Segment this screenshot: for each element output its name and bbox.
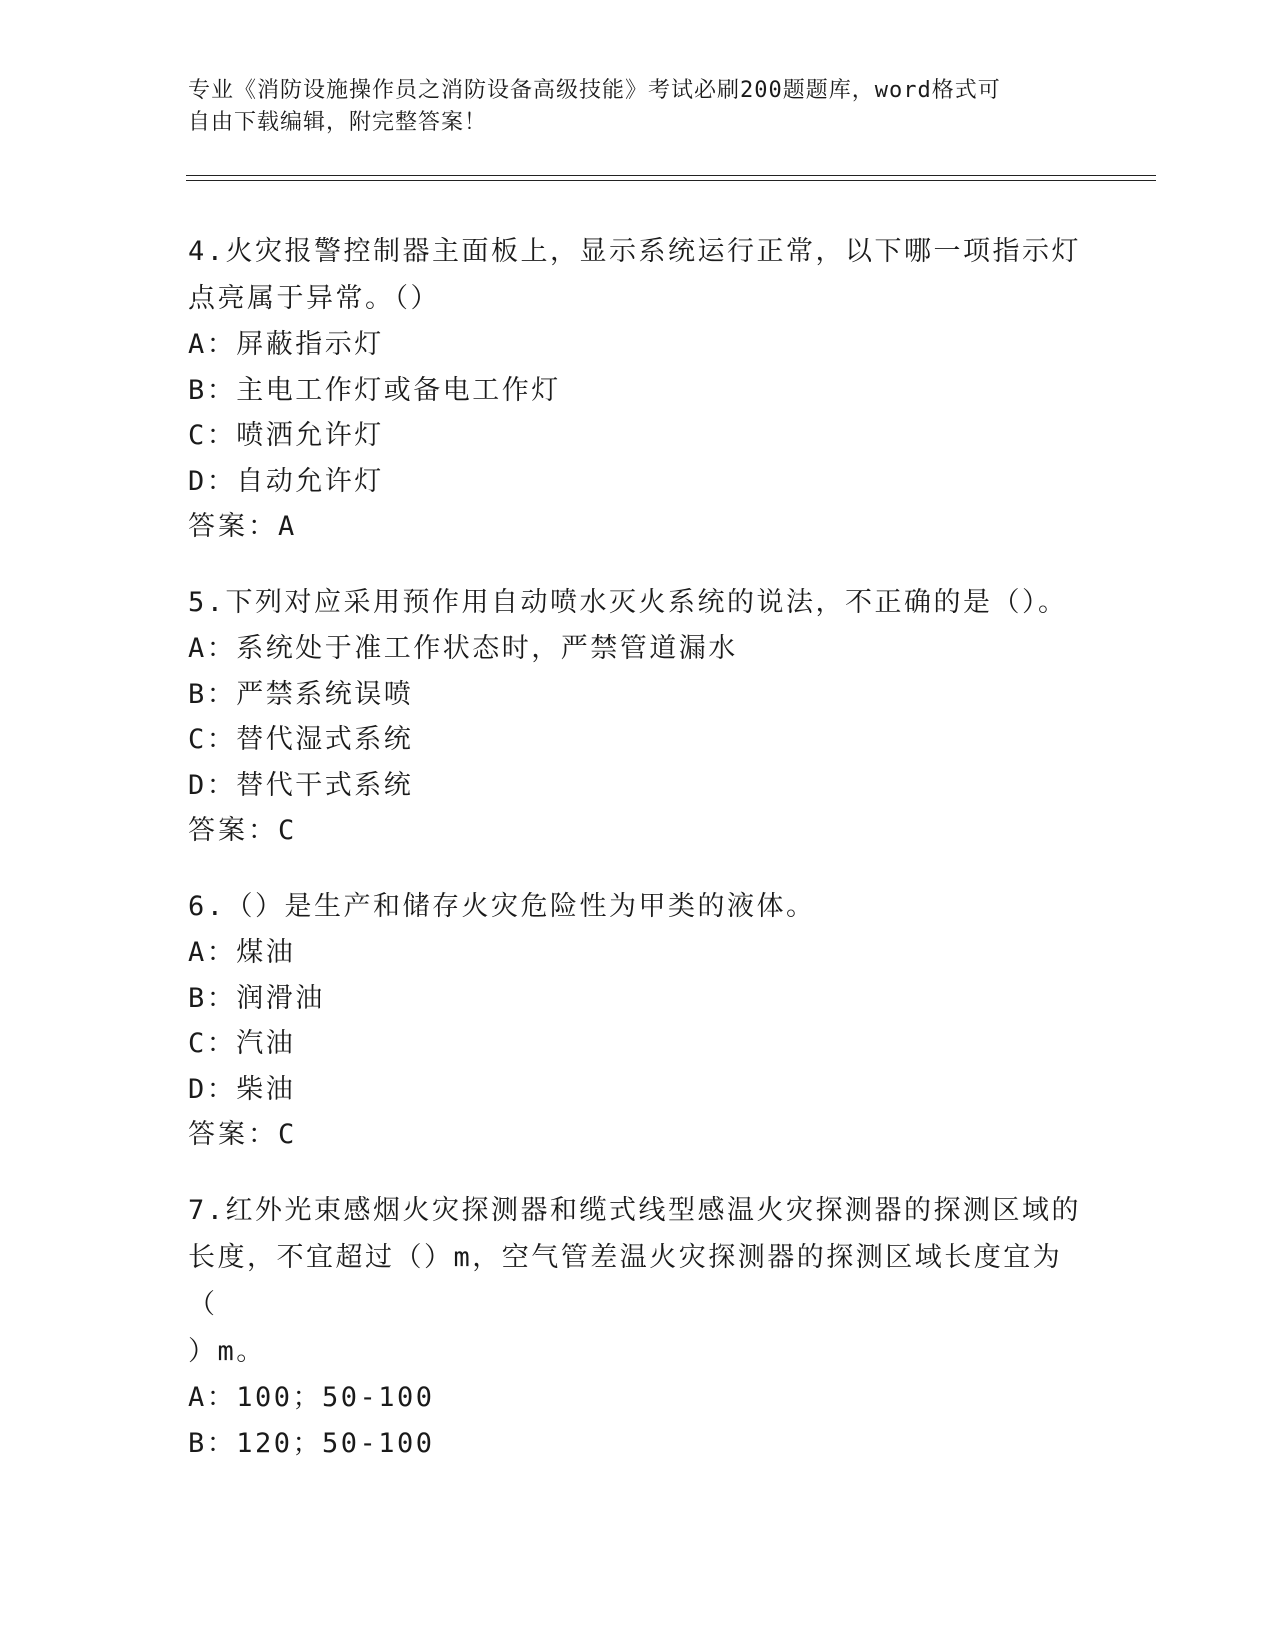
question-stem-line: 长度，不宜超过（）m，空气管差温火灾探测器的探测区域长度宜为（ [188,1242,1063,1320]
question-stem [188,228,1088,322]
question-stem-line: 5.下列对应采用预作用自动喷水灭火系统的说法，不正确的是（）。 [188,587,1068,618]
answer-label: 答案： [188,1119,278,1150]
option-b: B：润滑油 [188,982,325,1014]
option-a: A：系统处于准工作状态时，严禁管道漏水 [188,633,738,664]
option-d: D：自动允许灯 [188,465,384,497]
header-divider-bottom [186,180,1156,181]
option-a: A：屏蔽指示灯 [188,329,384,360]
question-stem [188,1187,1088,1375]
question-list [188,228,1088,1496]
question-5 [188,579,1088,853]
question-stem-line: ）m。 [188,1336,266,1367]
answer-line [188,808,1088,853]
answer-value: C [278,815,297,846]
question-stem [188,579,1088,626]
option-b: B：严禁系统误喷 [188,678,414,710]
option-a: A：100；50-100 [188,1382,435,1413]
answer-value: C [278,1119,297,1150]
question-stem [188,883,1088,930]
question-stem-line: 7.红外光束感烟火灾探测器和缆式线型感温火灾探测器的探测区域的 [188,1195,1082,1226]
answer-value: A [278,511,297,542]
header-line-1: 专业《消防设施操作员之消防设备高级技能》考试必刷200题题库，word格式可 [188,78,1001,103]
answer-line [188,504,1088,549]
option-c: C：喷洒允许灯 [188,420,384,451]
option-b: B：120；50-100 [188,1427,435,1459]
question-6 [188,883,1088,1157]
question-7 [188,1187,1088,1466]
header-divider-top [186,175,1156,176]
question-stem-line: 4.火灾报警控制器主面板上，显示系统运行正常，以下哪一项指示灯 [188,236,1082,267]
option-c: C：替代湿式系统 [188,724,414,755]
answer-label: 答案： [188,815,278,846]
header-line-2: 自由下载编辑，附完整答案！ [188,110,488,135]
question-stem-line: 6.（）是生产和储存火灾危险性为甲类的液体。 [188,891,816,922]
option-c: C：汽油 [188,1028,296,1059]
question-4 [188,228,1088,549]
document-header [188,75,1068,139]
option-d: D：替代干式系统 [188,769,414,801]
answer-label: 答案： [188,511,278,542]
answer-line [188,1112,1088,1157]
option-d: D：柴油 [188,1073,296,1105]
option-a: A：煤油 [188,937,296,968]
option-b: B：主电工作灯或备电工作灯 [188,374,561,406]
question-stem-line: 点亮属于异常。（） [188,283,440,314]
